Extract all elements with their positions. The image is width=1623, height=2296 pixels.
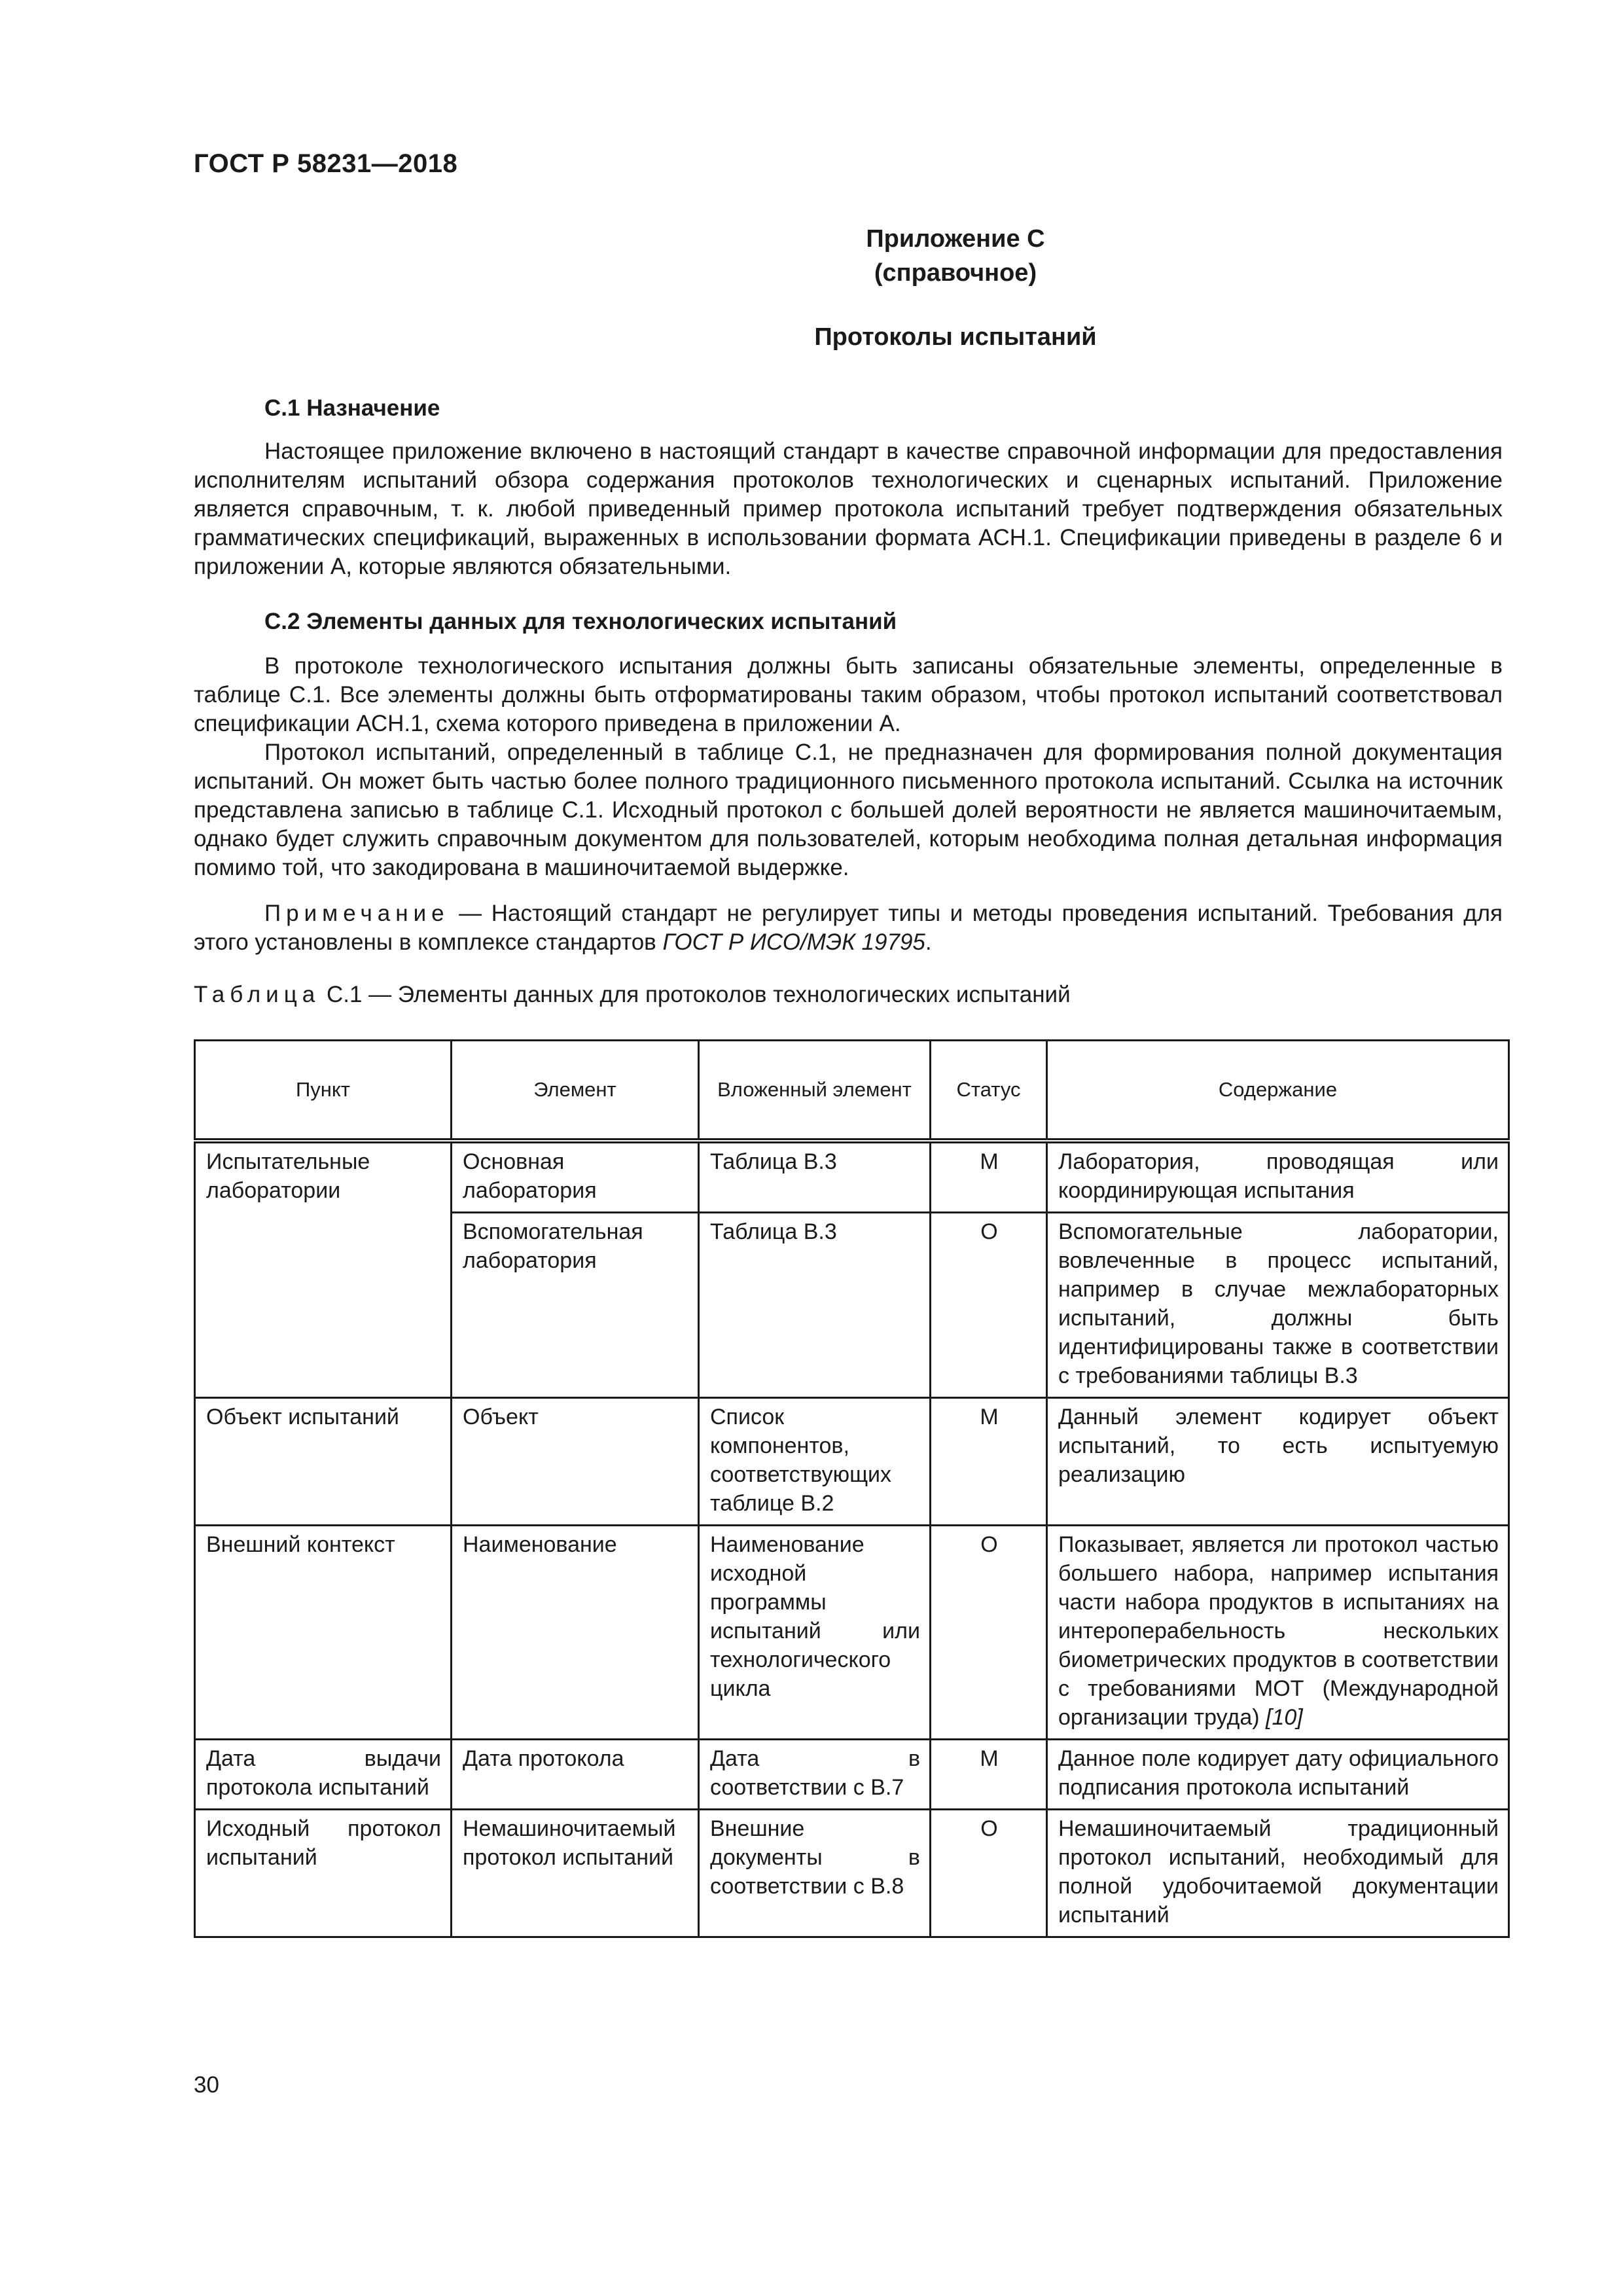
cell-content-text: Показывает, является ли протокол частью большего набора, например испытания части набора продуктов в испытаниях на интероперабельность нескольких биометрических продуктов в соответствии с требованиями МОТ (Международной организации труда) xyxy=(1058,1532,1499,1730)
cell-status: М xyxy=(931,1141,1047,1213)
appendix-subtitle: (справочное) xyxy=(874,259,1037,287)
cell-content: Вспомогательные лаборатории, вовлеченные в процесс испытаний, например в случае межлабораторных испытаний, должны быть идентифицированы также в соответствии с требованиями таблицы В.3 xyxy=(1047,1213,1509,1398)
cell-element: Дата протокола xyxy=(452,1740,699,1810)
cell-element: Вспомогательная лаборатория xyxy=(452,1213,699,1398)
cell-content: Немашиночитаемый традиционный протокол испытаний, необходимый для полной удобочитаемой документации испытаний xyxy=(1047,1810,1509,1937)
cell-content-reference: [10] xyxy=(1266,1705,1303,1730)
note-end: . xyxy=(925,929,932,955)
table-caption xyxy=(194,982,1071,1008)
page-number: 30 xyxy=(194,2072,219,2098)
table-row xyxy=(195,1141,1509,1213)
cell-element: Немашиночитаемый протокол испытаний xyxy=(452,1810,699,1937)
section-c1-paragraph: Настоящее приложение включено в настоящий стандарт в качестве справочной информации для предоставления исполнителям испытаний обзора содержания протоколов технологических и сценарных испытаний. Приложение является справочным, т. к. любой приведенный пример протокола испытаний требует подтверждения обязательных грамматических спецификаций, выраженных в использовании формата АСН.1. Спецификации приведены в разделе 6 и приложении А, которые являются обязательными. xyxy=(194,439,1503,579)
cell-nested-element: Дата в соответствии с В.7 xyxy=(699,1740,931,1810)
column-header-item: Пункт xyxy=(195,1041,452,1141)
table-caption-text: С.1 — Элементы данных для протоколов технологических испытаний xyxy=(320,982,1071,1007)
cell-nested-element: Наименование исходной программы испытаний или технологического цикла xyxy=(699,1526,931,1740)
column-header-element: Элемент xyxy=(452,1041,699,1141)
cell-element: Наименование xyxy=(452,1526,699,1740)
section-c2-paragraph-2: Протокол испытаний, определенный в таблице С.1, не предназначен для формирования полной документация испытаний. Он может быть частью более полного традиционного письменного протокола испытаний. Ссылка на источник представлена записью в таблице С.1. Исходный протокол с большей долей вероятности не является машиночитаемым, однако будет служить справочным документом для пользователей, которым необходима полная детальная информация помимо той, что закодирована в машиночитаемой выдержке. xyxy=(194,740,1503,880)
cell-content: Данное поле кодирует дату официального подписания протокола испытаний xyxy=(1047,1740,1509,1810)
note-label: Примечание xyxy=(264,901,450,926)
cell-status: М xyxy=(931,1398,1047,1526)
document-code: ГОСТ Р 58231—2018 xyxy=(194,149,458,178)
table-row xyxy=(195,1398,1509,1526)
column-header-status: Статус xyxy=(931,1041,1047,1141)
cell-item: Исходный протокол испытаний xyxy=(195,1810,452,1937)
cell-content xyxy=(1047,1526,1509,1740)
column-header-content: Содержание xyxy=(1047,1041,1509,1141)
cell-item: Внешний контекст xyxy=(195,1526,452,1740)
cell-content: Лаборатория, проводящая или координирующая испытания xyxy=(1047,1141,1509,1213)
column-header-nested-element: Вложенный элемент xyxy=(699,1041,931,1141)
cell-status: О xyxy=(931,1810,1047,1937)
appendix-heading: Протоколы испытаний xyxy=(814,323,1097,351)
cell-nested-element: Таблица В.3 xyxy=(699,1213,931,1398)
cell-nested-element: Список компонентов, соответствующих таблице В.2 xyxy=(699,1398,931,1526)
cell-status: О xyxy=(931,1213,1047,1398)
cell-item: Объект испытаний xyxy=(195,1398,452,1526)
cell-status: О xyxy=(931,1526,1047,1740)
note-text: — Настоящий стандарт не регулирует типы и методы проведения испытаний. Требования для этого установлены в комплексе стандартов xyxy=(194,901,1503,955)
data-elements-table xyxy=(194,1039,1510,1938)
section-heading-c2: С.2 Элементы данных для технологических испытаний xyxy=(264,609,897,634)
section-c2-paragraph-1: В протоколе технологического испытания должны быть записаны обязательные элементы, определенные в таблице С.1. Все элементы должны быть отформатированы таким образом, чтобы протокол испытаний соответствовал спецификации АСН.1, схема которого приведена в приложении А. xyxy=(194,653,1503,736)
cell-item: Дата выдачи протокола испытаний xyxy=(195,1740,452,1810)
section-heading-c1: С.1 Назначение xyxy=(264,395,440,421)
cell-element: Объект xyxy=(452,1398,699,1526)
table-row xyxy=(195,1740,1509,1810)
cell-content: Данный элемент кодирует объект испытаний, то есть испытуемую реализацию xyxy=(1047,1398,1509,1526)
cell-element: Основная лаборатория xyxy=(452,1141,699,1213)
appendix-title: Приложение С xyxy=(866,225,1045,253)
table-caption-label: Таблица xyxy=(194,982,321,1007)
table-header-row xyxy=(195,1041,1509,1141)
table-row xyxy=(195,1526,1509,1740)
cell-nested-element: Внешние документы в соответствии с В.8 xyxy=(699,1810,931,1937)
note-paragraph xyxy=(194,899,1503,957)
cell-status: М xyxy=(931,1740,1047,1810)
note-reference: ГОСТ Р ИСО/МЭК 19795 xyxy=(662,929,925,955)
cell-nested-element: Таблица В.3 xyxy=(699,1141,931,1213)
cell-item: Испытательные лаборатории xyxy=(195,1141,452,1398)
table-row xyxy=(195,1810,1509,1937)
